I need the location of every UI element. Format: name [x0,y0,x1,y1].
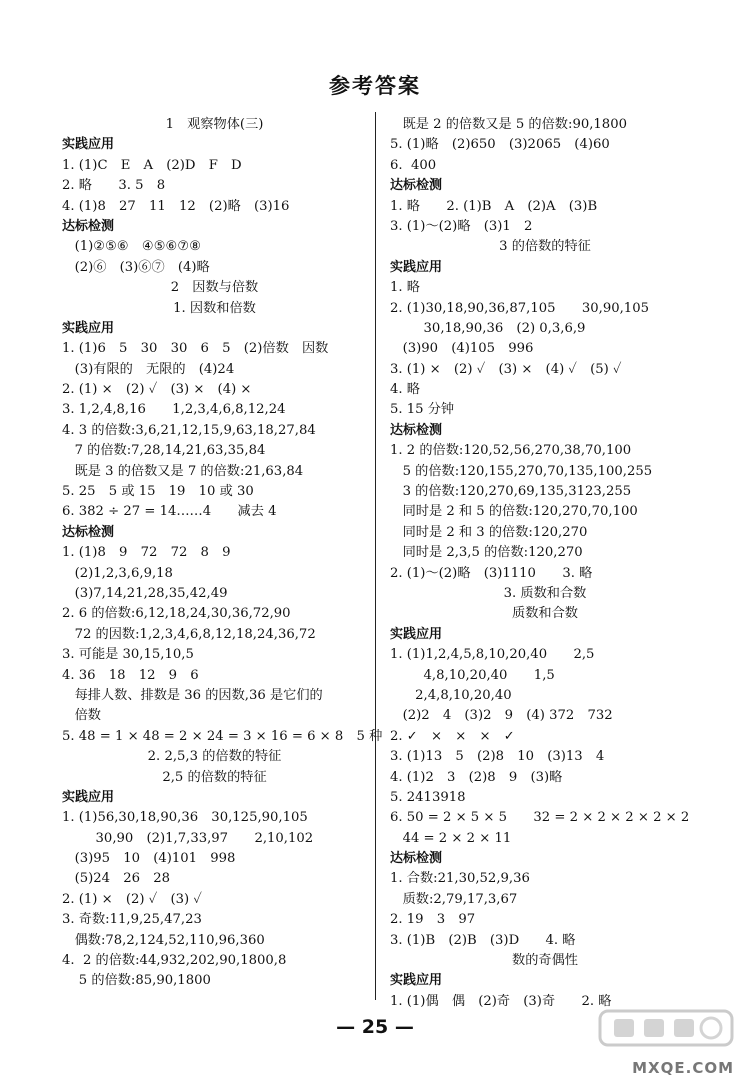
subsection-title: 质数和合数 [512,606,578,622]
subsection-title: 2. 2,5,3 的倍数的特征 [147,749,282,765]
answer-line: 7 的倍数:7,28,14,21,63,35,84 [62,443,266,459]
answer-line: 1. (1)8 9 72 72 8 9 [62,545,231,561]
answer-line: 1. (1)1,2,4,5,8,10,20,40 2,5 [390,647,595,663]
answer-line: 2. (1)～(2)略 (3)1110 3. 略 [390,565,593,581]
answer-line: 每排人数、排数是 36 的因数,36 是它们的 [62,687,323,703]
answer-line: 2. 略 3. 5 8 [62,178,166,194]
section-heading: 达标检测 [62,524,115,540]
answer-line: 3 的倍数:120,270,69,135,3123,255 [390,484,632,500]
section-heading: 达标检测 [62,218,115,234]
answer-line: 2. 6 的倍数:6,12,18,24,30,36,72,90 [62,606,291,622]
page-title: 参考答案 [329,74,421,98]
answer-line: 44 = 2 × 2 × 11 [390,830,512,846]
section-heading: 实践应用 [390,973,443,989]
answer-line: 2. (1) × (2) ✓ (3) ✓ [62,891,202,907]
section-heading: 实践应用 [390,259,443,275]
answer-line: (2)1,2,3,6,9,18 [62,565,173,581]
answer-line: 1. 略 2. (1)B A (2)A (3)B [390,198,598,214]
column-divider [375,112,376,1000]
answer-line: 6. 400 [390,157,437,173]
section-heading: 达标检测 [390,178,443,194]
answer-line: 偶数:78,2,124,52,110,96,360 [62,932,265,948]
answer-line: 3. 奇数:11,9,25,47,23 [62,912,202,928]
answer-line: 5 的倍数:85,90,1800 [62,973,211,989]
answer-line: 5 的倍数:120,155,270,70,135,100,255 [390,463,653,479]
answer-line: 5. 25 5 或 15 19 10 或 30 [62,484,254,500]
answer-line: 1. 略 [390,280,420,296]
answer-line: 3. (1) × (2) ✓ (3) × (4) ✓ (5) ✓ [390,361,622,377]
watermark-text: MXQE.COM [632,1059,734,1077]
answer-line: 同时是 2,3,5 的倍数:120,270 [390,545,583,561]
section-heading: 达标检测 [390,422,443,438]
answer-line: 4,8,10,20,40 1,5 [390,667,555,683]
answer-line: 2. (1)30,18,90,36,87,105 30,90,105 [390,300,649,316]
answer-line: 既是 2 的倍数又是 5 的倍数:90,1800 [390,117,627,132]
section-heading: 实践应用 [62,789,115,805]
answer-line: 30,90 (2)1,7,33,97 2,10,102 [62,830,314,846]
answer-line: (2)2 4 (3)2 9 (4) 372 732 [390,708,613,724]
left-column [62,115,383,992]
answer-line: 30,18,90,36 (2) 0,3,6,9 [390,320,586,336]
answer-line: 1. (1)C E A (2)D F D [62,157,242,173]
subsection-title: 2 因数与倍数 [170,280,259,296]
answer-line: (3)有限的 无限的 (4)24 [62,361,235,377]
answer-line: 2. 19 3 97 [390,912,476,928]
answer-line: 1. 2 的倍数:120,52,56,270,38,70,100 [390,443,632,459]
answer-line: 3. (1)B (2)B (3)D 4. 略 [390,932,576,948]
subsection-title: 1. 因数和倍数 [173,300,256,316]
subsection-title: 数的奇偶性 [512,953,578,969]
answer-line: 5. 2413918 [390,789,466,805]
answer-line: 4. 2 的倍数:44,932,202,90,1800,8 [62,953,287,969]
page-number: — 25 — [336,1016,414,1038]
answer-line: 5. 48 = 1 × 48 = 2 × 24 = 3 × 16 = 6 × 8 5 种 [62,728,383,744]
answer-line: (1)②⑤⑥ ④⑤⑥⑦⑧ [62,239,202,255]
subsection-title: 3. 质数和合数 [503,585,587,601]
right-column [390,115,700,1012]
section-heading: 达标检测 [390,851,443,867]
answer-line: 同时是 2 和 5 的倍数:120,270,70,100 [390,504,638,520]
answer-line: 2,4,8,10,20,40 [390,687,512,703]
answer-line: 3. (1)13 5 (2)8 10 (3)13 4 [390,749,605,765]
section-heading: 实践应用 [62,137,115,153]
answer-line: (3)90 (4)105 996 [390,341,534,357]
subsection-title: 1 观察物体(三) [165,117,264,132]
answer-line: 3. (1)～(2)略 (3)1 2 [390,218,533,234]
answer-line: 1. (1)6 5 30 30 6 5 (2)倍数 因数 [62,341,329,357]
subsection-title: 2,5 的倍数的特征 [162,769,267,785]
answer-line: (3)7,14,21,28,35,42,49 [62,585,228,601]
subsection-title: 3 的倍数的特征 [499,239,591,255]
answer-line: 质数:2,79,17,3,67 [390,891,518,907]
answer-line: 同时是 2 和 3 的倍数:120,270 [390,524,588,540]
section-heading: 实践应用 [62,320,115,336]
answer-line: (2)⑥ (3)⑥⑦ (4)略 [62,259,210,275]
answer-line: 6. 382 ÷ 27 = 14……4 减去 4 [62,504,277,520]
answer-line: 5. 15 分钟 [390,402,455,418]
answer-line: 72 的因数:1,2,3,4,6,8,12,18,24,36,72 [62,626,316,642]
answer-line: 4. (1)2 3 (2)8 9 (3)略 [390,769,563,785]
answer-line: 1. (1)56,30,18,90,36 30,125,90,105 [62,810,308,826]
answer-line: 4. 略 [390,382,420,398]
answer-line: 6. 50 = 2 × 5 × 5 32 = 2 × 2 × 2 × 2 × 2 [390,810,690,826]
answer-line: 既是 3 的倍数又是 7 的倍数:21,63,84 [62,463,304,479]
answer-line: 1. 合数:21,30,52,9,36 [390,871,530,887]
answer-line: 3. 1,2,4,8,16 1,2,3,4,6,8,12,24 [62,402,286,418]
answer-line: 2. ✓ × × × ✓ [390,728,515,744]
answer-line: 5. (1)略 (2)650 (3)2065 (4)60 [390,137,610,153]
answer-line: 3. 可能是 30,15,10,5 [62,647,194,663]
answer-line: 倍数 [62,708,101,724]
section-heading: 实践应用 [390,626,443,642]
answer-line: 4. 36 18 12 9 6 [62,667,199,683]
answer-line: 4. 3 的倍数:3,6,21,12,15,9,63,18,27,84 [62,422,316,438]
answer-line: 1. (1)偶 偶 (2)奇 (3)奇 2. 略 [390,993,612,1009]
answer-line: (5)24 26 28 [62,871,170,887]
answer-line: 4. (1)8 27 11 12 (2)略 (3)16 [62,198,290,214]
answer-line: 2. (1) × (2) ✓ (3) × (4) × [62,382,252,398]
answer-line: (3)95 10 (4)101 998 [62,851,236,867]
